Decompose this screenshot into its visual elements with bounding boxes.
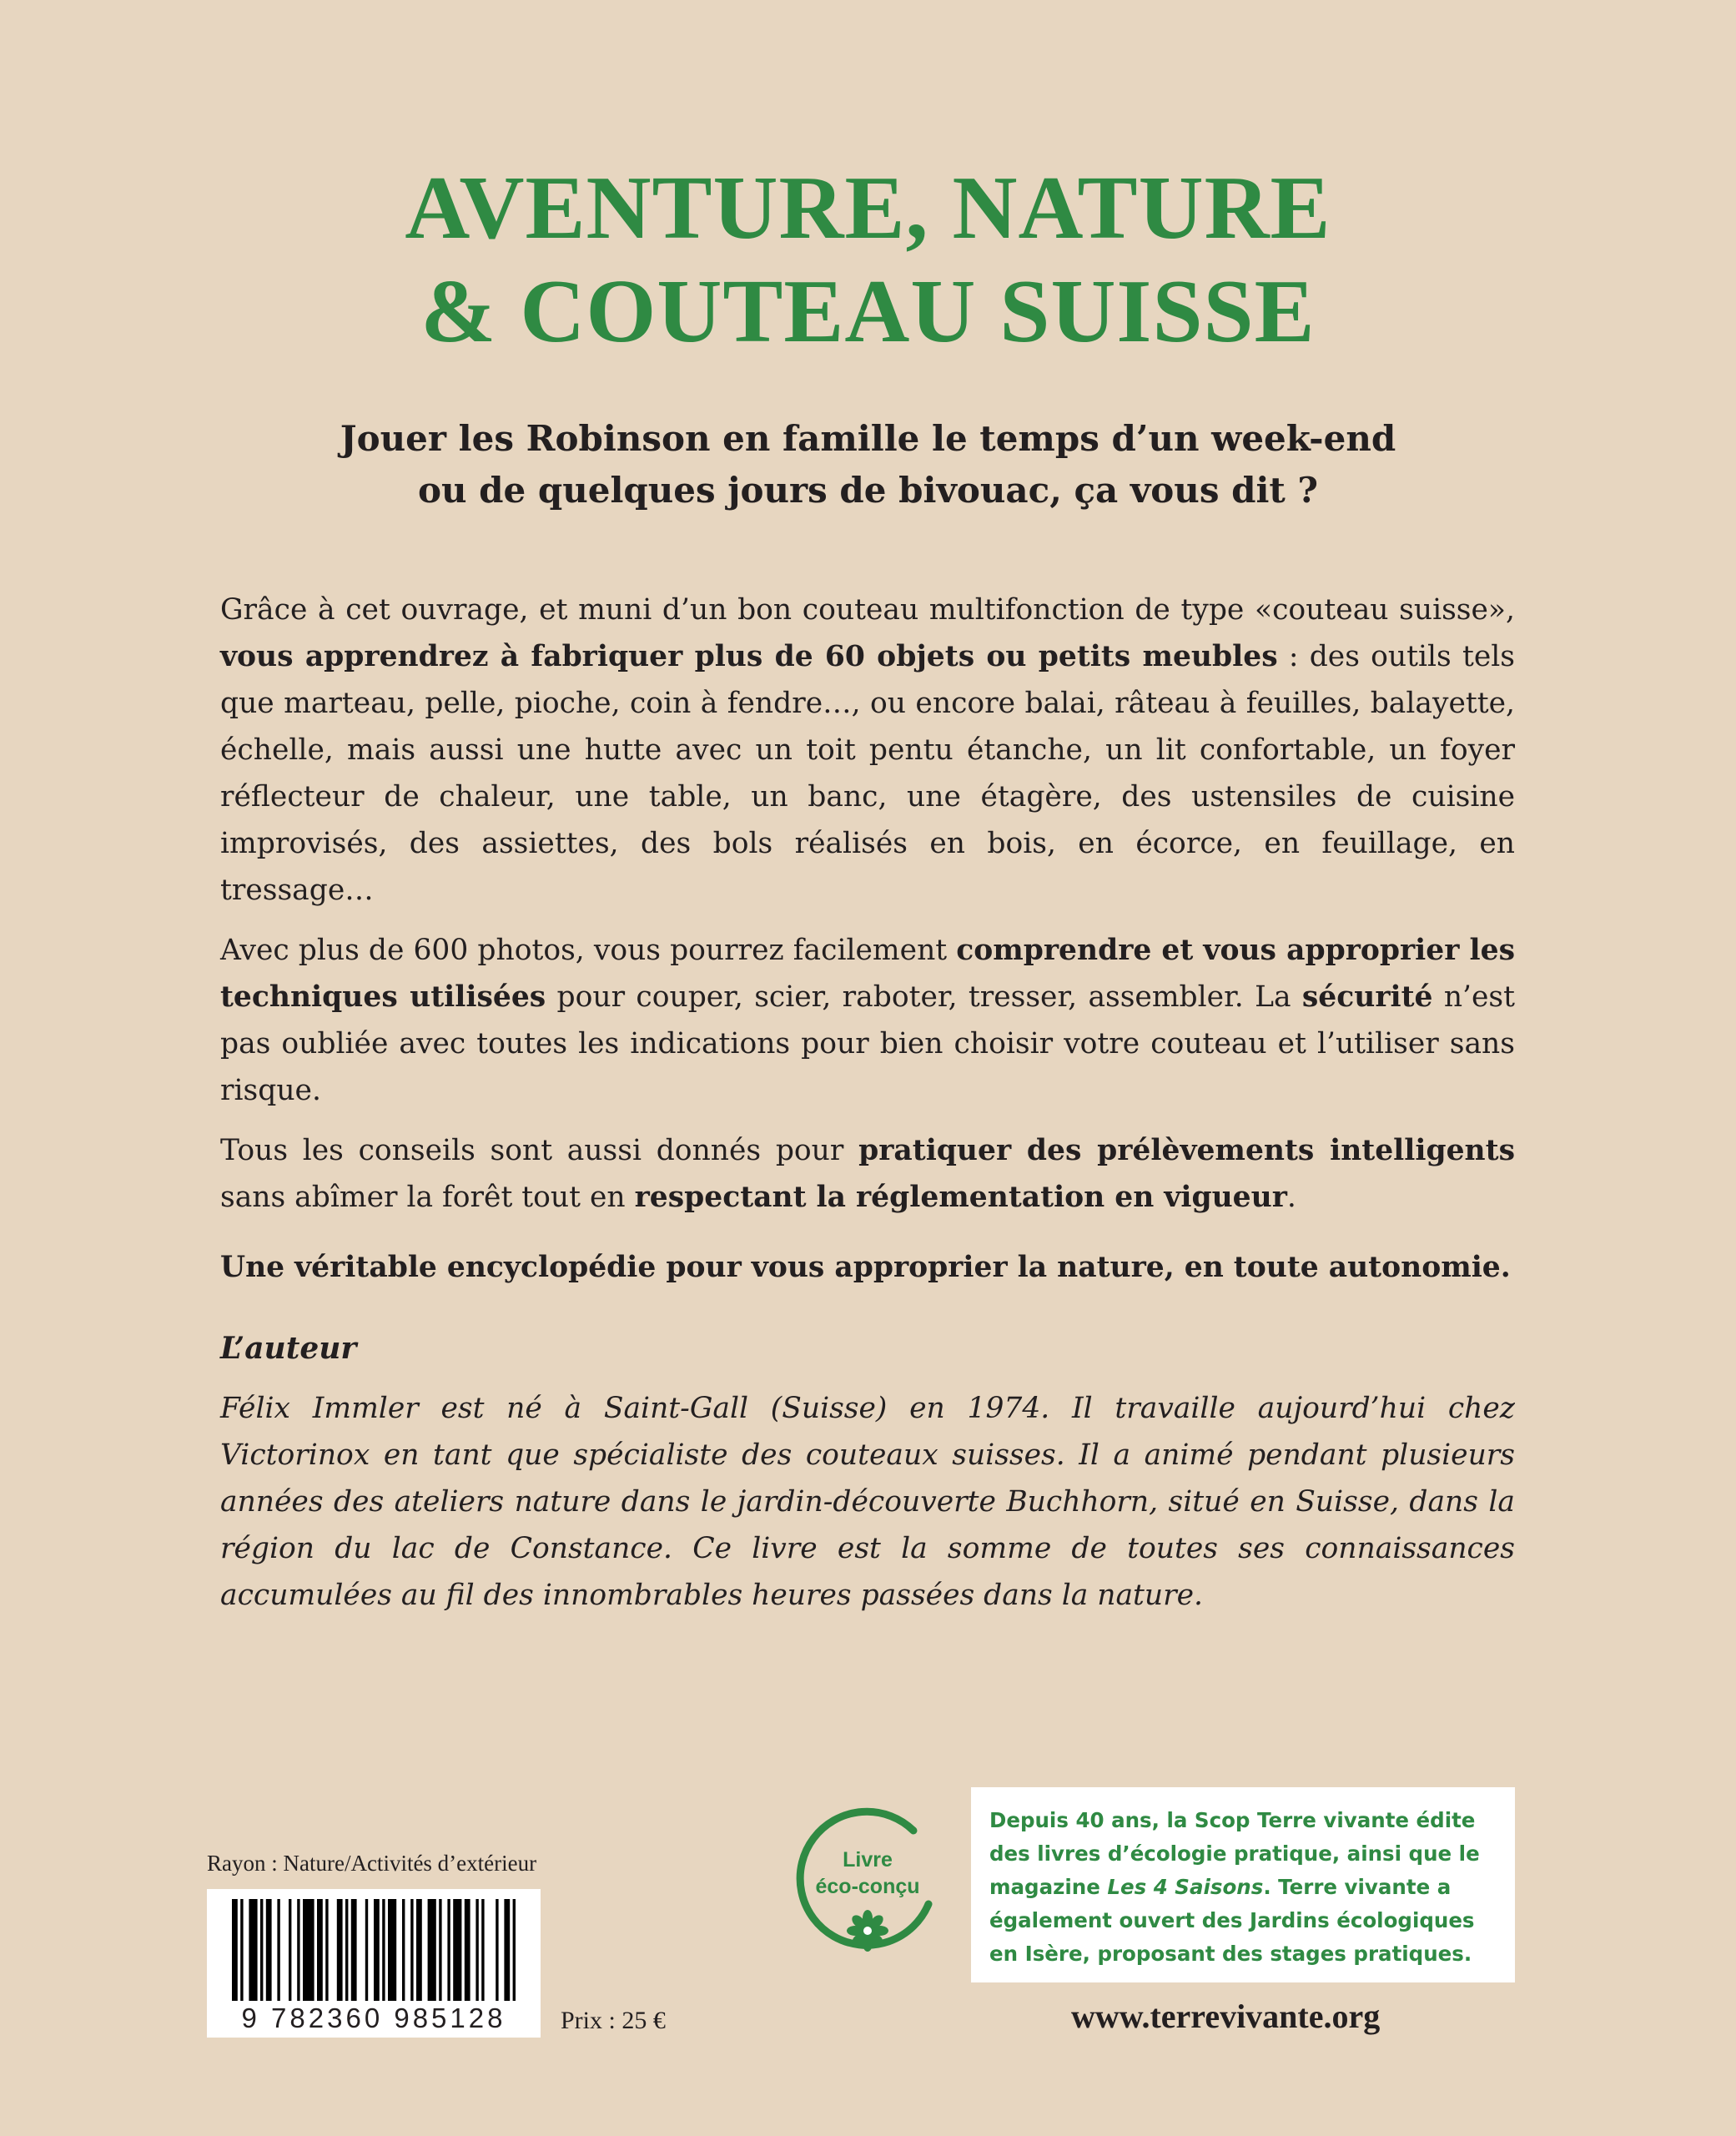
author-bio: Félix Immler est né à Saint-Gall (Suisse) en 1974. Il travaille aujourd’hui chez Victorinox en tant que spécialiste des couteaux suisses. Il a animé pendant plusieurs années des ateliers nature dans le jardin-découverte Buchhorn, situé en Suisse, dans la région du lac de Constance. Ce livre est la somme de toutes ses connaissances accumulées au fil des innombrables heures passées dans la nature.	[220, 1392, 1515, 1612]
barcode-bar	[382, 1899, 385, 2001]
barcode-bar	[481, 1899, 484, 2001]
title-line-1: AVENTURE, NATURE	[405, 159, 1331, 258]
barcode-bar	[351, 1899, 357, 2001]
barcode-bar	[504, 1899, 510, 2001]
shelf-category: Rayon : Nature/Activités d’extérieur	[207, 1851, 537, 1876]
barcode-bar	[345, 1899, 348, 2001]
barcode-bar	[476, 1899, 478, 2001]
author-heading: L’auteur	[220, 1331, 357, 1366]
description	[220, 587, 1515, 1304]
barcode-bar	[260, 1899, 263, 2001]
barcode-bar	[289, 1899, 291, 2001]
paragraph-3: Tous les conseils sont aussi donnés pour pratiquer des prélèvements intelligents sans abîmer la forêt tout en respectant la réglementation en vigueur.	[220, 1134, 1515, 1214]
publisher-info: Depuis 40 ans, la Scop Terre vivante édite des livres d’écologie pratique, ainsi que le magazine Les 4 Saisons. Terre vivante a également ouvert des Jardins écologiques en Isère, proposant des stages pratiques.	[971, 1787, 1515, 1982]
barcode-bar	[325, 1899, 328, 2001]
barcode-bar	[317, 1899, 323, 2001]
paragraph-2: Avec plus de 600 photos, vous pourrez facilement comprendre et vous approprier les techniques utilisées pour couper, scier, raboter, tresser, assembler. La sécurité n’est pas oubliée avec toutes les indications pour bien choisir votre couteau et l’utiliser sans risque.	[220, 934, 1516, 1107]
paragraph-1: Grâce à cet ouvrage, et muni d’un bon couteau multifonction de type «couteau suisse», vous apprendrez à fabriquer plus de 60 objets ou petits meubles : des outils tels que marteau, pelle, pioche, coin à fendre…, ou encore balai, râteau à feuilles, balayette, échelle, mais aussi une hutte avec un toit pentu étanche, un lit confortable, un foyer réflecteur de chaleur, une table, un banc, une étagère, des ustensiles de cuisine improvisés, des assiettes, des bols réalisés en bois, en écorce, en feuillage, en tressage…	[220, 593, 1515, 907]
eco-label-line-2: éco-conçu	[815, 1875, 920, 1898]
price: Prix : 25 €	[561, 2007, 666, 2034]
barcode-number: 9 782360 985128	[241, 2002, 506, 2033]
eco-label-line-1: Livre	[843, 1848, 893, 1872]
barcode-bar	[388, 1899, 396, 2001]
subtitle-line-1: Jouer les Robinson en famille le temps d’un week-end	[340, 418, 1396, 459]
eco-design-logo	[788, 1804, 947, 1962]
barcode-bar	[428, 1899, 436, 2001]
barcode-bar	[439, 1899, 441, 2001]
closing-statement: Une véritable encyclopédie pour vous approprier la nature, en toute autonomie.	[220, 1251, 1511, 1284]
barcode-bars	[207, 1889, 541, 2002]
barcode-bar	[337, 1899, 343, 2001]
subtitle	[0, 413, 1736, 516]
subtitle-line-2: ou de quelques jours de bivouac, ça vous dit ?	[417, 470, 1319, 511]
barcode-bar	[496, 1899, 498, 2001]
magazine-name: Les 4 Saisons	[1107, 1875, 1264, 1899]
barcode-bar	[277, 1899, 279, 2001]
barcode-bar	[410, 1899, 413, 2001]
barcode-bar	[365, 1899, 368, 2001]
barcode	[207, 1889, 541, 2038]
barcode-bar	[402, 1899, 405, 2001]
barcode-bar	[453, 1899, 461, 2001]
title-line-2: & COUTEAU SUISSE	[420, 262, 1316, 361]
publisher-website[interactable]: www.terrevivante.org	[1071, 1997, 1381, 2035]
barcode-bar	[465, 1899, 470, 2001]
barcode-bar	[240, 1899, 243, 2001]
barcode-bar	[416, 1899, 422, 2001]
barcode-bar	[303, 1899, 314, 2001]
book-title	[0, 157, 1736, 364]
barcode-bar	[374, 1899, 380, 2001]
barcode-bar	[232, 1899, 238, 2001]
barcode-bar	[266, 1899, 272, 2001]
barcode-bar	[297, 1899, 299, 2001]
barcode-bar	[249, 1899, 257, 2001]
barcode-bar	[447, 1899, 450, 2001]
barcode-bar	[513, 1899, 516, 2001]
